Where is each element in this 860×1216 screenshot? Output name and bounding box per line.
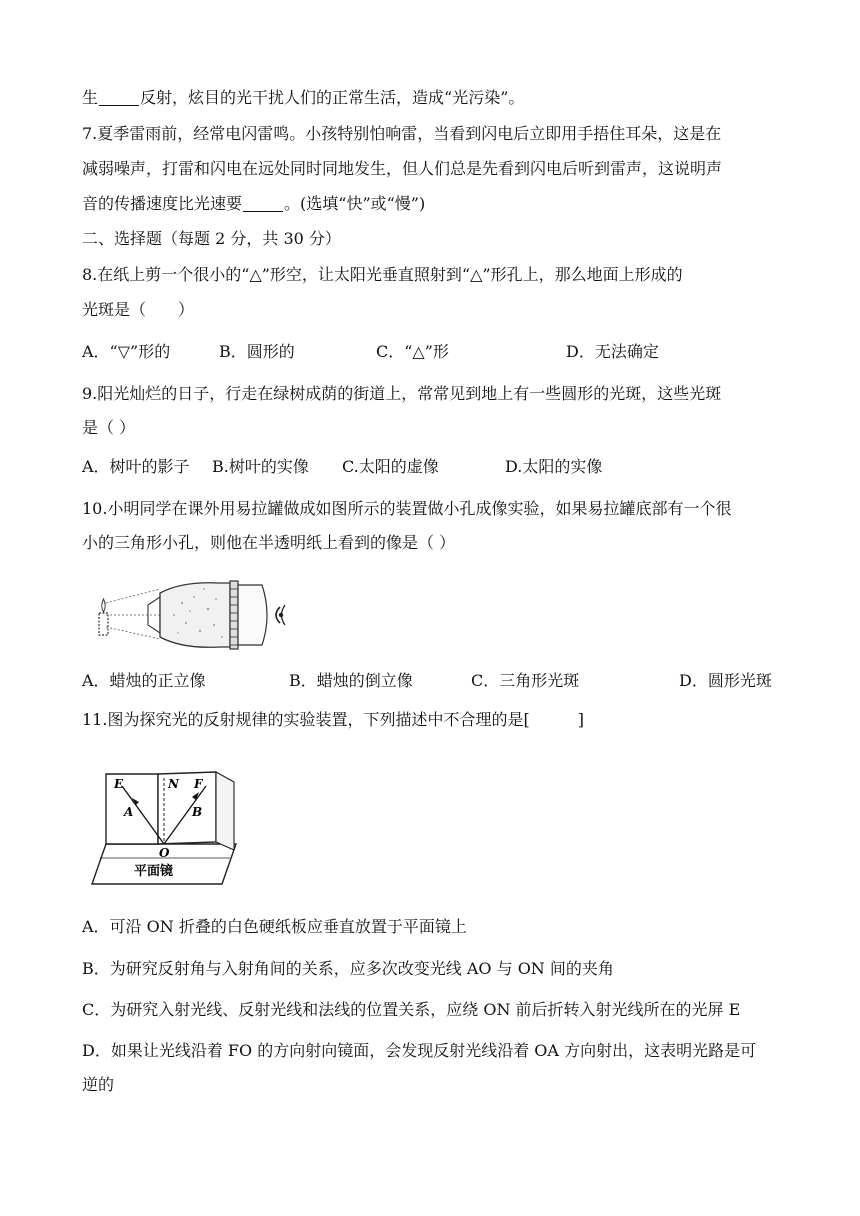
q8-option-a: A．“▽”形的	[82, 342, 171, 361]
label-b: B	[192, 805, 203, 819]
q11-line-1: 11.图为探究光的反射规律的实验装置，下列描述中不合理的是[ ]	[82, 710, 584, 729]
label-f: F	[194, 777, 203, 791]
q8-line-1: 8.在纸上剪一个很小的“△”形空，让太阳光垂直照射到“△”形孔上，那么地面上形成的	[82, 265, 683, 284]
q11-option-a: A．可沿 ON 折叠的白色硬纸板应垂直放置于平面镜上	[82, 917, 467, 936]
answer-blank	[243, 195, 283, 212]
q7-line-1: 7.夏季雷雨前，经常电闪雷鸣。小孩特别怕响雷，当看到闪电后立即用手捂住耳朵，这是在	[82, 124, 722, 143]
q9-option-c: C.太阳的虚像	[342, 457, 439, 476]
q9-line-2: 是（ ）	[82, 418, 136, 437]
q6-tail-pre: 生	[82, 88, 99, 107]
label-e: E	[114, 777, 124, 791]
q10-option-c: C．三角形光斑	[471, 671, 580, 690]
q10-option-b: B．蜡烛的倒立像	[289, 671, 413, 690]
q8-option-b: B．圆形的	[219, 342, 295, 361]
q9-option-d: D.太阳的实像	[505, 457, 603, 476]
q7-line-2: 减弱噪声，打雷和闪电在远处同时同地发生，但人们总是先看到闪电后听到雷声，这说明声	[82, 159, 723, 178]
label-o: O	[159, 846, 170, 860]
label-n: N	[168, 777, 179, 791]
q10-line-1: 10.小明同学在课外用易拉罐做成如图所示的装置做小孔成像实验，如果易拉罐底部有一个很	[82, 499, 732, 518]
q8-option-c: C．“△”形	[376, 342, 449, 361]
answer-blank	[99, 89, 139, 106]
label-a: A	[124, 805, 134, 819]
q8-line-2: 光斑是（ ）	[82, 300, 195, 319]
q7-line-3-pre: 音的传播速度比光速要	[82, 194, 243, 213]
q10-option-d: D．圆形光斑	[679, 671, 772, 690]
q11-option-c: C．为研究入射光线、反射光线和法线的位置关系，应绕 ON 前后折转入射光线所在的光屏 E	[82, 1000, 741, 1019]
q11-option-b: B．为研究反射角与入射角间的关系，应多次改变光线 AO 与 ON 间的夹角	[82, 959, 614, 978]
reflection-apparatus-figure	[88, 762, 248, 892]
section-title: 二、选择题（每题 2 分，共 30 分）	[82, 229, 341, 248]
q9-line-1: 9.阳光灿烂的日子，行走在绿树成荫的街道上，常常见到地上有一些圆形的光斑，这些光斑	[82, 384, 722, 403]
label-mirror: 平面镜	[134, 864, 174, 879]
q10-line-2: 小的三角形小孔，则他在半透明纸上看到的像是（ ）	[82, 533, 456, 552]
q7-line-3-post: 。(选填“快”或“慢”)	[284, 194, 426, 213]
q6-tail-line	[82, 88, 524, 108]
q7-line-3	[82, 194, 425, 214]
pinhole-camera-figure	[90, 575, 300, 655]
q11-option-d-line-2: 逆的	[82, 1075, 115, 1094]
q6-tail-post: 反射，炫目的光干扰人们的正常生活，造成“光污染”。	[140, 88, 525, 107]
q10-option-a: A．蜡烛的正立像	[82, 671, 206, 690]
q8-option-d: D．无法确定	[566, 342, 659, 361]
q9-option-b: B.树叶的实像	[212, 457, 309, 476]
q11-option-d-line-1: D．如果让光线沿着 FO 的方向射向镜面，会发现反射光线沿着 OA 方向射出，这表明光路是可	[82, 1041, 757, 1060]
q9-option-a: A．树叶的影子	[82, 457, 190, 476]
